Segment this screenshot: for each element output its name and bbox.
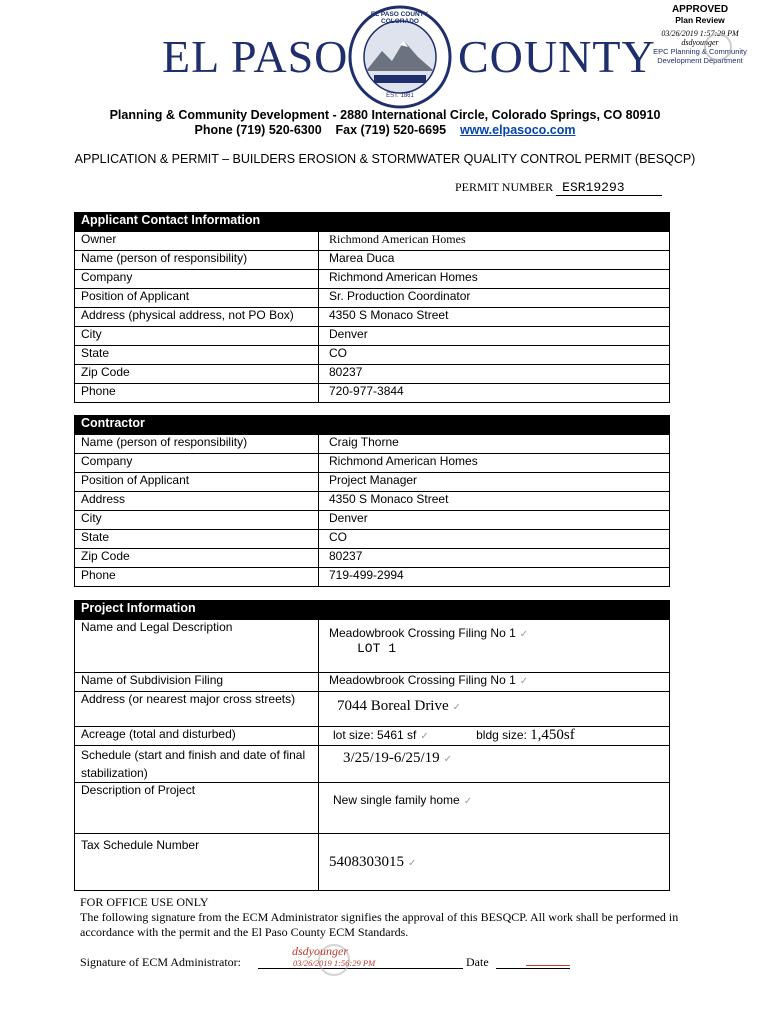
contractor-table xyxy=(74,415,670,587)
project-address-value: 7044 Boreal Drive xyxy=(337,698,449,714)
date-red-line xyxy=(526,965,570,966)
table-row: State CO xyxy=(75,530,670,549)
logo-left-word: EL PASO xyxy=(162,31,349,82)
checkmark-icon: ✓ xyxy=(452,702,462,713)
project-name-value: Meadowbrook Crossing Filing No 1 xyxy=(329,626,516,640)
website-link[interactable]: www.elpasoco.com xyxy=(459,123,576,137)
office-heading: FOR OFFICE USE ONLY xyxy=(80,895,209,909)
subdivision-value: Meadowbrook Crossing Filing No 1 xyxy=(329,673,516,687)
table-row: Tax Schedule Number 5408303015 ✓ xyxy=(75,834,670,891)
table-row: Name (person of responsibility) Marea Duca xyxy=(75,251,670,270)
date-label: Date xyxy=(466,955,489,969)
stamp-seal-icon xyxy=(704,33,732,61)
bldg-size-label: bldg size: xyxy=(476,728,527,742)
table-row: Zip Code 80237 xyxy=(75,365,670,384)
seal-title: EL PASO COUNTY, COLORADO xyxy=(370,11,430,25)
bldg-size-value: 1,450sf xyxy=(530,727,575,743)
table-row: City Denver xyxy=(75,511,670,530)
owner-value: Richmond American Homes xyxy=(319,232,670,251)
applicant-table xyxy=(74,212,670,403)
signature-name: dsdyounger xyxy=(292,944,348,958)
stamp-datetime: 03/26/2019 1:57:29 PM xyxy=(661,29,739,38)
table-row: City Denver xyxy=(75,327,670,346)
table-row: Company Richmond American Homes xyxy=(75,270,670,289)
office-text: The following signature from the ECM Administrator signifies the approval of this BESQCP. All work shall be performed in accordance with the permit and the El Paso County ECM Standards. xyxy=(80,910,679,939)
table-row: Schedule (start and finish and date of final stabilization) 3/25/19-6/25/19 ✓ xyxy=(75,746,670,783)
signature-label: Signature of ECM Administrator: xyxy=(80,955,241,969)
table-row: Position of Applicant Sr. Production Coordinator xyxy=(75,289,670,308)
project-section-title: Project Information xyxy=(75,601,319,620)
table-row: Company Richmond American Homes xyxy=(75,454,670,473)
legal-description-value: LOT 1 xyxy=(357,641,397,656)
checkmark-icon: ✓ xyxy=(519,629,529,640)
contact-line xyxy=(0,123,770,137)
table-row: Name (person of responsibility) Craig Thorne xyxy=(75,435,670,454)
table-row: Position of Applicant Project Manager xyxy=(75,473,670,492)
address-line: Planning & Community Development - 2880 International Circle, Colorado Springs, CO 80910 xyxy=(109,108,661,122)
contractor-section-title: Contractor xyxy=(75,416,319,435)
table-row: Acreage (total and disturbed) lot size: 5461 sf ✓ bldg size: 1,450sf xyxy=(75,727,670,746)
description-value: New single family home xyxy=(333,793,460,807)
table-row: Description of Project New single family home ✓ xyxy=(75,783,670,834)
approved-label: APPROVED xyxy=(671,4,729,15)
stamp-user: dsdyounger xyxy=(681,38,719,47)
table-row: State CO xyxy=(75,346,670,365)
checkmark-icon: ✓ xyxy=(463,796,473,807)
checkmark-icon: ✓ xyxy=(420,731,429,742)
table-row: Name and Legal Description Meadowbrook Crossing Filing No 1 ✓ LOT 1 xyxy=(75,620,670,673)
schedule-value: 3/25/19-6/25/19 xyxy=(343,750,440,766)
lot-size-value: lot size: 5461 sf xyxy=(333,728,417,742)
table-row: Address 4350 S Monaco Street xyxy=(75,492,670,511)
table-row: Address (physical address, not PO Box) 4350 S Monaco Street xyxy=(75,308,670,327)
project-table xyxy=(74,600,670,891)
table-row: Zip Code 80237 xyxy=(75,549,670,568)
applicant-section-title: Applicant Contact Information xyxy=(75,213,319,232)
document-title: APPLICATION & PERMIT – BUILDERS EROSION & STORMWATER QUALITY CONTROL PERMIT (BESQCP) xyxy=(74,152,696,166)
checkmark-icon: ✓ xyxy=(519,676,529,687)
checkmark-icon: ✓ xyxy=(443,754,453,765)
county-seal-icon xyxy=(348,5,452,109)
seal-established: EST. 1861 xyxy=(386,93,414,99)
date-line xyxy=(496,968,570,969)
table-row: Name of Subdivision Filing Meadowbrook Crossing Filing No 1 ✓ xyxy=(75,673,670,692)
tax-schedule-value: 5408303015 xyxy=(329,854,404,870)
table-row: Owner Richmond American Homes xyxy=(75,232,670,251)
permit-number-row xyxy=(455,180,662,196)
signature-date: 03/26/2019 1:56:29 PM xyxy=(293,958,376,968)
logo-right-word: COUNTY xyxy=(458,31,656,82)
table-row: Address (or nearest major cross streets) 7044 Boreal Drive ✓ xyxy=(75,692,670,727)
permit-number-label: PERMIT NUMBER xyxy=(455,180,554,194)
plan-review-label: Plan Review xyxy=(675,15,725,25)
stamp-dept-1: EPC Planning & Community xyxy=(653,47,747,56)
checkmark-icon: ✓ xyxy=(408,858,417,869)
stamp-dept-2: Development Department xyxy=(657,56,743,65)
table-row: Phone 719-499-2994 xyxy=(75,568,670,587)
permit-number-value: ESR19293 xyxy=(556,180,662,196)
table-row: Phone 720-977-3844 xyxy=(75,384,670,403)
phone-fax: Phone (719) 520-6300 Fax (719) 520-6695 xyxy=(194,123,447,137)
signature-line xyxy=(258,968,463,969)
